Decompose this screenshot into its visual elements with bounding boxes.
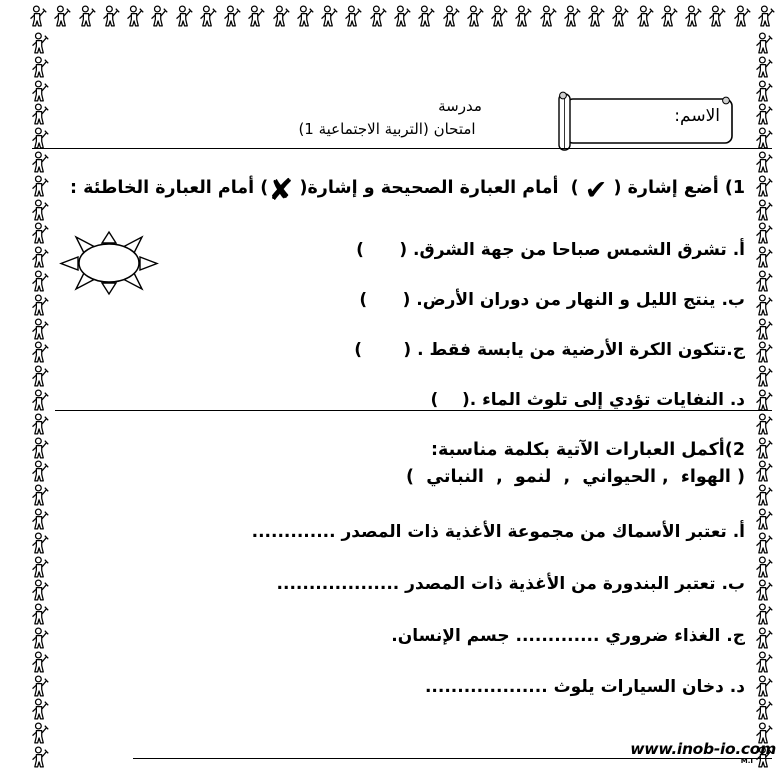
person-icon xyxy=(754,80,774,103)
person-icon xyxy=(754,698,774,721)
border-top-people-icons xyxy=(28,5,776,28)
section-divider-line xyxy=(55,410,772,411)
person-icon xyxy=(30,508,50,531)
person-icon xyxy=(30,56,50,79)
person-icon xyxy=(635,5,655,28)
person-icon xyxy=(754,270,774,293)
question2-item-c: ج. الغذاء ضروري ............. جسم الإنسان. xyxy=(391,626,745,646)
person-icon xyxy=(683,5,703,28)
person-icon xyxy=(754,175,774,198)
person-icon xyxy=(754,460,774,483)
person-icon xyxy=(28,5,48,28)
question1-item-b: ب. ينتج الليل و النهار من دوران الأرض. ( ) xyxy=(359,290,745,310)
name-label: الاسم: xyxy=(674,106,720,126)
border-left-people-icons xyxy=(30,32,50,769)
question2-word-bank: ( الهواء , الحيواني , لنمو , النباتي ) xyxy=(406,467,745,487)
person-icon xyxy=(30,698,50,721)
person-icon xyxy=(754,127,774,150)
person-icon xyxy=(754,294,774,317)
person-icon xyxy=(149,5,169,28)
person-icon xyxy=(392,5,412,28)
question2-title: 2)أكمل العبارات الآتية بكلمة مناسبة: xyxy=(430,440,745,460)
person-icon xyxy=(198,5,218,28)
person-icon xyxy=(30,175,50,198)
person-icon xyxy=(754,651,774,674)
question2-item-a: أ. تعتبر الأسماك من مجموعة الأغذية ذات المصدر ............. xyxy=(251,522,745,542)
x-mark-icon: ✘ xyxy=(268,173,294,208)
person-icon xyxy=(30,32,50,55)
person-icon xyxy=(754,222,774,245)
person-icon xyxy=(30,365,50,388)
person-icon xyxy=(30,484,50,507)
person-icon xyxy=(754,556,774,579)
person-icon xyxy=(754,365,774,388)
person-icon xyxy=(754,484,774,507)
person-icon xyxy=(125,5,145,28)
person-icon xyxy=(754,103,774,126)
person-icon xyxy=(754,579,774,602)
person-icon xyxy=(586,5,606,28)
header-divider-line xyxy=(32,148,772,149)
person-icon xyxy=(441,5,461,28)
person-icon xyxy=(101,5,121,28)
person-icon xyxy=(489,5,509,28)
person-icon xyxy=(610,5,630,28)
person-icon xyxy=(30,103,50,126)
school-name: مدرسة xyxy=(438,97,482,115)
person-icon xyxy=(343,5,363,28)
person-icon xyxy=(52,5,72,28)
person-icon xyxy=(754,151,774,174)
person-icon xyxy=(368,5,388,28)
person-icon xyxy=(732,5,752,28)
person-icon xyxy=(30,413,50,436)
question2-item-b: ب. تعتبر البندورة من الأغذية ذات المصدر ................... xyxy=(276,574,745,594)
watermark-text: www.inob-io.com xyxy=(630,740,776,758)
person-icon xyxy=(30,556,50,579)
person-icon xyxy=(30,651,50,674)
person-icon xyxy=(77,5,97,28)
question1-item-a: أ. تشرق الشمس صباحا من جهة الشرق. ( ) xyxy=(356,240,745,260)
person-icon xyxy=(30,722,50,745)
person-icon xyxy=(754,246,774,269)
person-icon xyxy=(754,318,774,341)
person-icon xyxy=(562,5,582,28)
person-icon xyxy=(30,460,50,483)
person-icon xyxy=(222,5,242,28)
person-icon xyxy=(30,603,50,626)
person-icon xyxy=(30,151,50,174)
person-icon xyxy=(30,80,50,103)
person-icon xyxy=(30,294,50,317)
person-icon xyxy=(754,199,774,222)
check-mark-icon: ✔ xyxy=(584,175,608,206)
person-icon xyxy=(30,389,50,412)
person-icon xyxy=(707,5,727,28)
footer-line xyxy=(133,758,772,759)
person-icon xyxy=(754,413,774,436)
person-icon xyxy=(754,437,774,460)
person-icon xyxy=(465,5,485,28)
question1-item-c: ج.تتكون الكرة الأرضية من يابسة فقط . ( ) xyxy=(354,340,745,360)
person-icon xyxy=(319,5,339,28)
person-icon xyxy=(756,5,776,28)
sun-icon xyxy=(52,230,166,296)
question1-number: 1) xyxy=(724,178,745,198)
person-icon xyxy=(30,199,50,222)
person-icon xyxy=(754,389,774,412)
exam-title: امتحان (التربية الاجتماعية 1) xyxy=(298,120,476,138)
person-icon xyxy=(271,5,291,28)
person-icon xyxy=(416,5,436,28)
person-icon xyxy=(513,5,533,28)
person-icon xyxy=(30,127,50,150)
person-icon xyxy=(30,270,50,293)
border-right-people-icons xyxy=(754,32,774,769)
person-icon xyxy=(30,579,50,602)
person-icon xyxy=(30,675,50,698)
person-icon xyxy=(754,675,774,698)
person-icon xyxy=(30,246,50,269)
person-icon xyxy=(246,5,266,28)
question1-title: 1) أضع إشارة ( ✔ ) أمام العبارة الصحيحة و إشارة( ✘) أمام العبارة الخاطئة : xyxy=(70,173,745,208)
person-icon xyxy=(30,341,50,364)
person-icon xyxy=(754,56,774,79)
person-icon xyxy=(754,532,774,555)
question1-item-d: د. النفايات تؤدي إلى تلوث الماء .( ) xyxy=(430,390,745,410)
person-icon xyxy=(30,746,50,769)
person-icon xyxy=(754,627,774,650)
person-icon xyxy=(30,627,50,650)
person-icon xyxy=(30,437,50,460)
question2-item-d: د. دخان السيارات يلوث ................... xyxy=(424,677,745,697)
name-field-scroll-banner[interactable] xyxy=(550,90,742,154)
person-icon xyxy=(30,532,50,555)
person-icon xyxy=(295,5,315,28)
person-icon xyxy=(538,5,558,28)
watermark-note: M.I xyxy=(740,757,753,765)
person-icon xyxy=(30,222,50,245)
person-icon xyxy=(754,508,774,531)
person-icon xyxy=(754,603,774,626)
person-icon xyxy=(754,32,774,55)
person-icon xyxy=(174,5,194,28)
person-icon xyxy=(754,341,774,364)
person-icon xyxy=(659,5,679,28)
person-icon xyxy=(30,318,50,341)
